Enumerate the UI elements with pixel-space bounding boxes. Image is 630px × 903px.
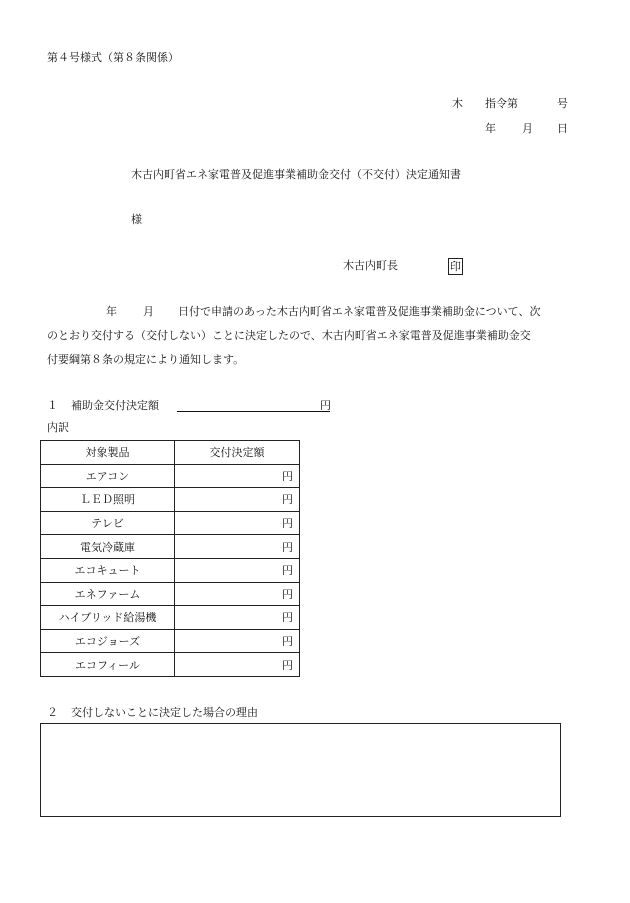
table-row: [41, 464, 300, 488]
ref-prefix: 木: [452, 97, 463, 110]
ref-middle: 指令第: [485, 97, 518, 110]
product-name: エアコン: [41, 464, 175, 488]
amount-unit: 円: [175, 653, 300, 677]
reason-box: [40, 723, 561, 817]
body-line-3: 付要綱第８条の規定により通知します。: [47, 353, 245, 366]
amount-unit: 円: [175, 464, 300, 488]
amount-unit: 円: [175, 629, 300, 653]
table-row: [41, 629, 300, 653]
date-year: 年: [485, 122, 496, 135]
amount-unit: 円: [175, 488, 300, 512]
ref-suffix: 号: [557, 97, 568, 110]
product-name: ハイブリッド給湯機: [41, 606, 175, 630]
amount-blank-line: [177, 411, 330, 412]
product-name: エコジョーズ: [41, 629, 175, 653]
date-day: 日: [557, 122, 568, 135]
header-amount: 交付決定額: [175, 441, 300, 465]
issuer-name: 木古内町長: [343, 259, 398, 272]
addressee-suffix: 様: [131, 213, 142, 226]
date-month: 月: [522, 122, 533, 135]
table-row: [41, 582, 300, 606]
body-line-2: のとおり交付する（交付しない）ことに決定したので、木古内町省エネ家電普及促進事業補助金交: [47, 329, 531, 342]
document-title: 木古内町省エネ家電普及促進事業補助金交付（不交付）決定通知書: [131, 168, 461, 181]
product-name: エコキュート: [41, 558, 175, 582]
seal-box: [448, 258, 463, 275]
body-line-1: 日付で申請のあった木古内町省エネ家電普及促進事業補助金について、次: [178, 305, 541, 318]
breakdown-label: 内訳: [47, 421, 69, 434]
product-name: 電気冷蔵庫: [41, 535, 175, 559]
form-number: 第４号様式（第８条関係）: [47, 51, 179, 64]
table-header-row: [41, 441, 300, 465]
product-name: エネファーム: [41, 582, 175, 606]
amount-unit: 円: [175, 511, 300, 535]
header-product: 対象製品: [41, 441, 175, 465]
amount-unit: 円: [175, 582, 300, 606]
section2-label: 交付しないことに決定した場合の理由: [71, 706, 258, 719]
section1-label: 補助金交付決定額: [71, 399, 159, 412]
body-year: 年: [106, 305, 117, 318]
table-row: [41, 606, 300, 630]
table-row: [41, 511, 300, 535]
breakdown-table: [40, 440, 300, 677]
amount-unit: 円: [175, 558, 300, 582]
table-row: [41, 535, 300, 559]
body-month: 月: [143, 305, 154, 318]
product-name: エコフィール: [41, 653, 175, 677]
amount-unit: 円: [175, 606, 300, 630]
section1-unit: 円: [320, 399, 331, 412]
table-row: [41, 488, 300, 512]
seal-mark: 印: [450, 260, 461, 273]
product-name: テレビ: [41, 511, 175, 535]
table-row: [41, 558, 300, 582]
section1-number: １: [47, 399, 58, 412]
amount-unit: 円: [175, 535, 300, 559]
product-name: ＬＥＤ照明: [41, 488, 175, 512]
table-row: [41, 653, 300, 677]
section2-number: ２: [47, 706, 58, 719]
